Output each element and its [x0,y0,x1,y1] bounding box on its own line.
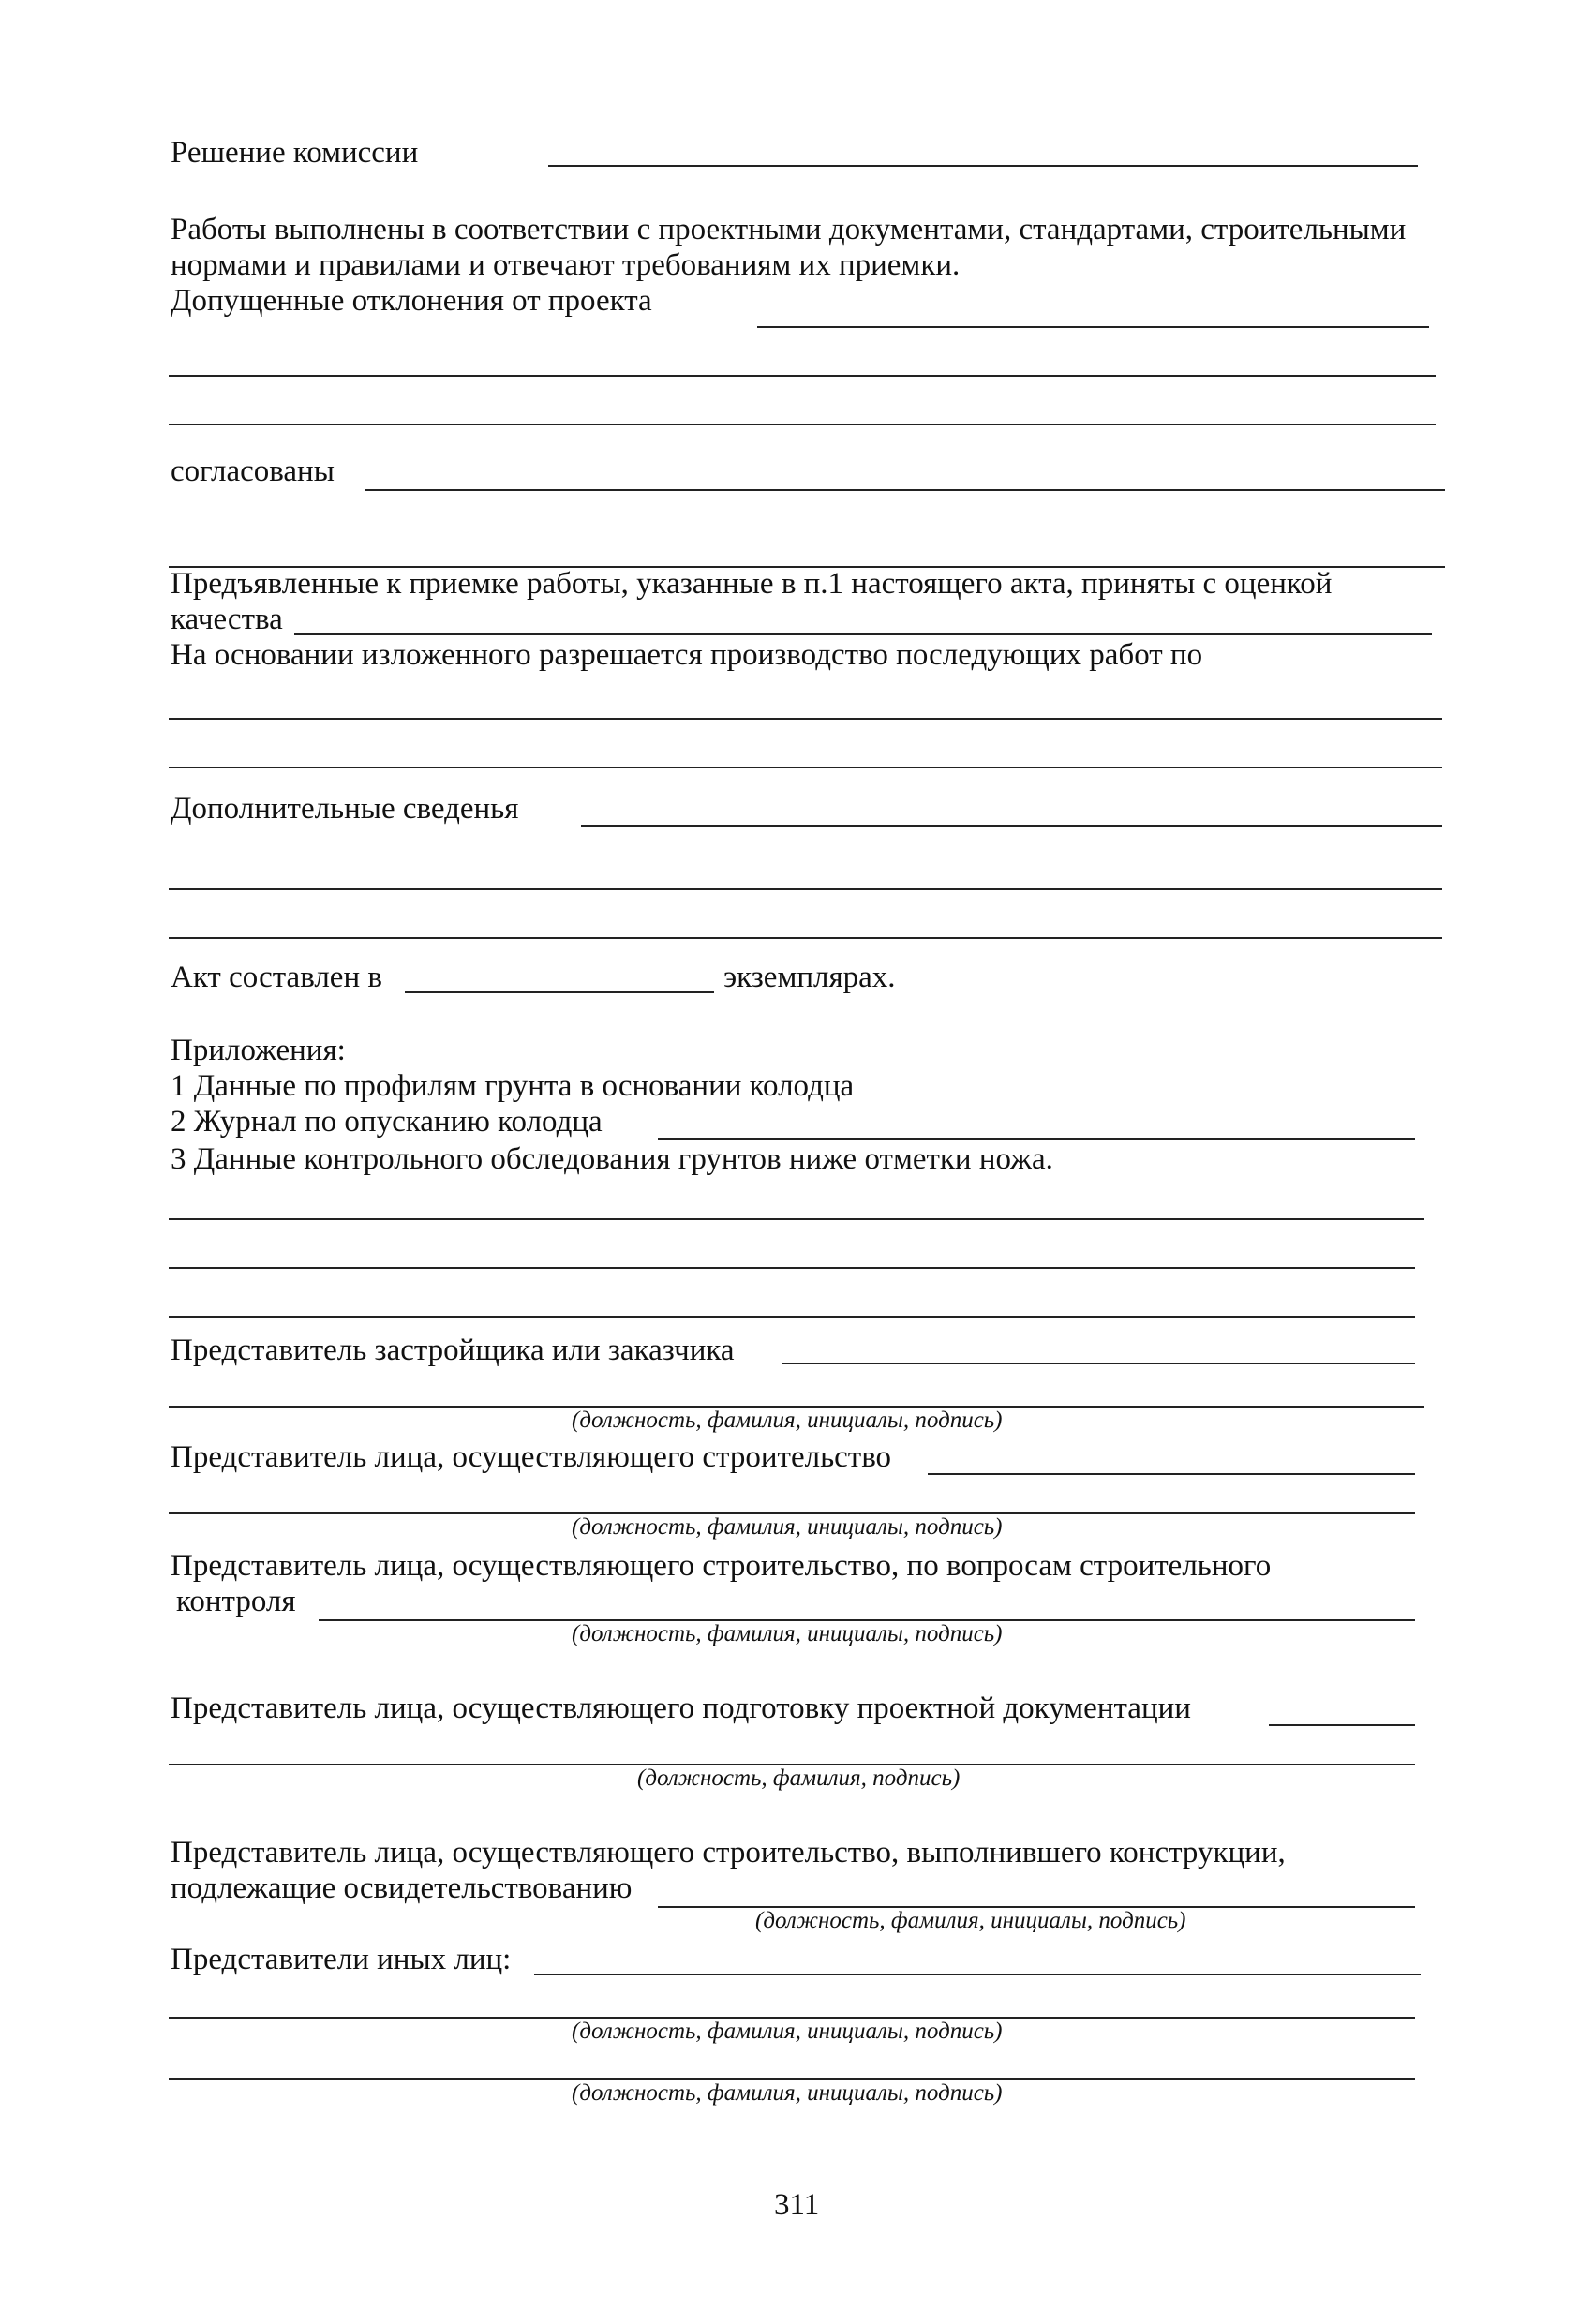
attachment-item-2: 2 Журнал по опусканию колодца [171,1105,603,1139]
rep-builder-label: Представитель лица, осуществляющего строительство [171,1440,892,1474]
rep-constructor-label-2: подлежащие освидетельствованию [171,1871,633,1905]
additional-info-field-line-2[interactable] [169,888,1442,890]
attachment-item-3: 3 Данные контрольного обследования грунтов ниже отметки ножа. [171,1142,1053,1176]
permitted-works-field[interactable] [169,718,1442,720]
accepted-text-2: качества [171,603,283,636]
rep-developer-field[interactable] [782,1363,1415,1364]
copies-suffix: экземплярах. [723,961,896,994]
agreed-field[interactable] [365,489,1445,491]
accepted-text-1: Предъявленные к приемке работы, указанные в п.1 настоящего акта, приняты с оценкой [171,567,1333,601]
agreed-label: согласованы [171,454,335,488]
deviations-field-line-2[interactable] [169,375,1436,377]
copies-prefix: Акт составлен в [171,961,382,994]
rep-others-label: Представители иных лиц: [171,1943,512,1976]
works-done-text-2: нормами и правилами и отвечают требованиям их приемки. [171,248,961,282]
additional-info-field[interactable] [581,825,1442,827]
attachments-field-line-3[interactable] [169,1316,1415,1318]
rep-control-label-1: Представитель лица, осуществляющего строительство, по вопросам строительного [171,1549,1272,1583]
additional-info-label: Дополнительные сведенья [171,792,519,826]
rep-others-caption-1: (должность, фамилия, инициалы, подпись) [572,2019,1003,2044]
attachment-2-field[interactable] [658,1138,1415,1140]
rep-control-caption: (должность, фамилия, инициалы, подпись) [572,1621,1003,1646]
rep-developer-label: Представитель застройщика или заказчика [171,1333,735,1367]
rep-design-caption: (должность, фамилия, подпись) [637,1765,961,1791]
deviations-label: Допущенные отклонения от проекта [171,284,652,318]
deviations-field[interactable] [757,326,1429,328]
decision-field[interactable] [548,165,1418,167]
copies-count-field[interactable] [405,991,714,993]
rep-constructor-label-1: Представитель лица, осуществляющего строительство, выполнившего конструкции, [171,1836,1286,1870]
additional-info-field-line-3[interactable] [169,937,1442,939]
rep-design-label: Представитель лица, осуществляющего подготовку проектной документации [171,1691,1191,1725]
works-done-text-1: Работы выполнены в соответствии с проектными документами, стандартами, строительными [171,213,1407,246]
quality-grade-field[interactable] [294,633,1432,635]
permitted-works-field-line-2[interactable] [169,767,1442,768]
attachments-field-line-1[interactable] [169,1218,1424,1220]
rep-developer-caption: (должность, фамилия, инициалы, подпись) [572,1408,1003,1433]
permitted-works-label: На основании изложенного разрешается производство последующих работ по [171,638,1203,672]
rep-design-field[interactable] [1269,1724,1415,1726]
attachments-title: Приложения: [171,1034,346,1067]
deviations-field-line-3[interactable] [169,424,1436,425]
rep-constructor-caption: (должность, фамилия, инициалы, подпись) [755,1908,1186,1933]
rep-others-caption-2: (должность, фамилия, инициалы, подпись) [572,2080,1003,2106]
attachment-item-1: 1 Данные по профилям грунта в основании колодца [171,1069,855,1103]
rep-others-field[interactable] [534,1974,1421,1975]
decision-label: Решение комиссии [171,136,419,170]
rep-control-label-2: контроля [176,1585,296,1618]
rep-builder-field[interactable] [928,1473,1415,1475]
page-number: 311 [774,2188,820,2222]
attachments-field-line-2[interactable] [169,1267,1415,1269]
rep-builder-caption: (должность, фамилия, инициалы, подпись) [572,1514,1003,1540]
